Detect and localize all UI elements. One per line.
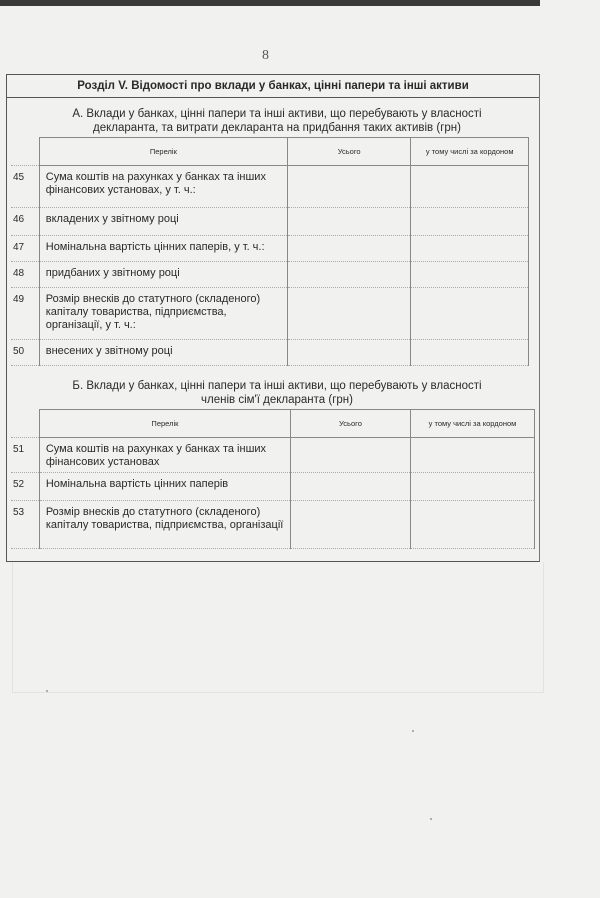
- table-header-row: [11, 410, 535, 438]
- abroad-cell[interactable]: [410, 473, 534, 501]
- column-header-abroad: у тому числі за кордоном: [410, 410, 534, 438]
- table-row: [11, 288, 529, 340]
- abroad-cell[interactable]: [411, 340, 529, 366]
- row-number: 47: [11, 236, 39, 262]
- row-number: 45: [11, 166, 39, 208]
- abroad-cell[interactable]: [411, 262, 529, 288]
- table-row: [11, 166, 529, 208]
- table-row: [11, 340, 529, 366]
- table-row: [11, 236, 529, 262]
- part-b-title-line1: Б. Вклади у банках, цінні папери та інші активи, що перебувають у власності: [72, 380, 482, 392]
- row-number: 49: [11, 288, 39, 340]
- scan-speck: [430, 818, 432, 820]
- part-a-table: [11, 137, 529, 366]
- total-cell[interactable]: [291, 473, 411, 501]
- table-row: [11, 438, 535, 473]
- column-header-total: Усього: [291, 410, 411, 438]
- row-label: вкладених у звітному році: [39, 208, 287, 236]
- section-frame: [6, 74, 540, 562]
- table-row: [11, 208, 529, 236]
- row-number: 46: [11, 208, 39, 236]
- total-cell[interactable]: [288, 262, 411, 288]
- abroad-cell[interactable]: [411, 166, 529, 208]
- row-label: Сума коштів на рахунках у банках та інших фінансових установах: [39, 438, 290, 473]
- row-label: Розмір внесків до статутного (складеного) капіталу товариства, підприємства, організації, у т. ч.:: [39, 288, 287, 340]
- part-a-title-line2: декларанта, та витрати декларанта на придбання таких активів (грн): [93, 122, 461, 134]
- row-label: Номінальна вартість цінних паперів: [39, 473, 290, 501]
- row-number: 52: [11, 473, 39, 501]
- row-number: 48: [11, 262, 39, 288]
- part-b-title: [47, 379, 507, 407]
- row-number: 50: [11, 340, 39, 366]
- total-cell[interactable]: [288, 288, 411, 340]
- row-label: Номінальна вартість цінних паперів, у т. ч.:: [39, 236, 287, 262]
- row-label: Розмір внесків до статутного (складеного) капіталу товариства, підприємства, організації: [39, 501, 290, 549]
- row-number: 53: [11, 501, 39, 549]
- bleed-through-frame: [12, 562, 544, 693]
- part-a-title: [47, 107, 507, 135]
- column-header-abroad: у тому числі за кордоном: [411, 138, 529, 166]
- total-cell[interactable]: [288, 340, 411, 366]
- section-title: Розділ V. Відомості про вклади у банках, цінні папери та інші активи: [7, 75, 539, 98]
- table-row: [11, 473, 535, 501]
- total-cell[interactable]: [288, 166, 411, 208]
- column-header-total: Усього: [288, 138, 411, 166]
- total-cell[interactable]: [291, 501, 411, 549]
- abroad-cell[interactable]: [410, 501, 534, 549]
- scan-speck: [412, 730, 414, 732]
- table-row: [11, 262, 529, 288]
- row-label: внесених у звітному році: [39, 340, 287, 366]
- row-label: Сума коштів на рахунках у банках та інших фінансових установах, у т. ч.:: [39, 166, 287, 208]
- abroad-cell[interactable]: [410, 438, 534, 473]
- part-a-title-line1: А. Вклади у банках, цінні папери та інші активи, що перебувають у власності: [72, 108, 482, 120]
- total-cell[interactable]: [288, 208, 411, 236]
- row-number: 51: [11, 438, 39, 473]
- total-cell[interactable]: [288, 236, 411, 262]
- row-label: придбаних у звітному році: [39, 262, 287, 288]
- top-border-line: [0, 0, 540, 6]
- part-b-table: [11, 409, 535, 549]
- page-number: 8: [262, 48, 269, 63]
- part-b-title-line2: членів сім'ї декларанта (грн): [201, 394, 353, 406]
- abroad-cell[interactable]: [411, 208, 529, 236]
- table-header-row: [11, 138, 529, 166]
- abroad-cell[interactable]: [411, 288, 529, 340]
- abroad-cell[interactable]: [411, 236, 529, 262]
- column-header-list: Перелік: [39, 410, 290, 438]
- table-row: [11, 501, 535, 549]
- total-cell[interactable]: [291, 438, 411, 473]
- column-header-list: Перелік: [39, 138, 287, 166]
